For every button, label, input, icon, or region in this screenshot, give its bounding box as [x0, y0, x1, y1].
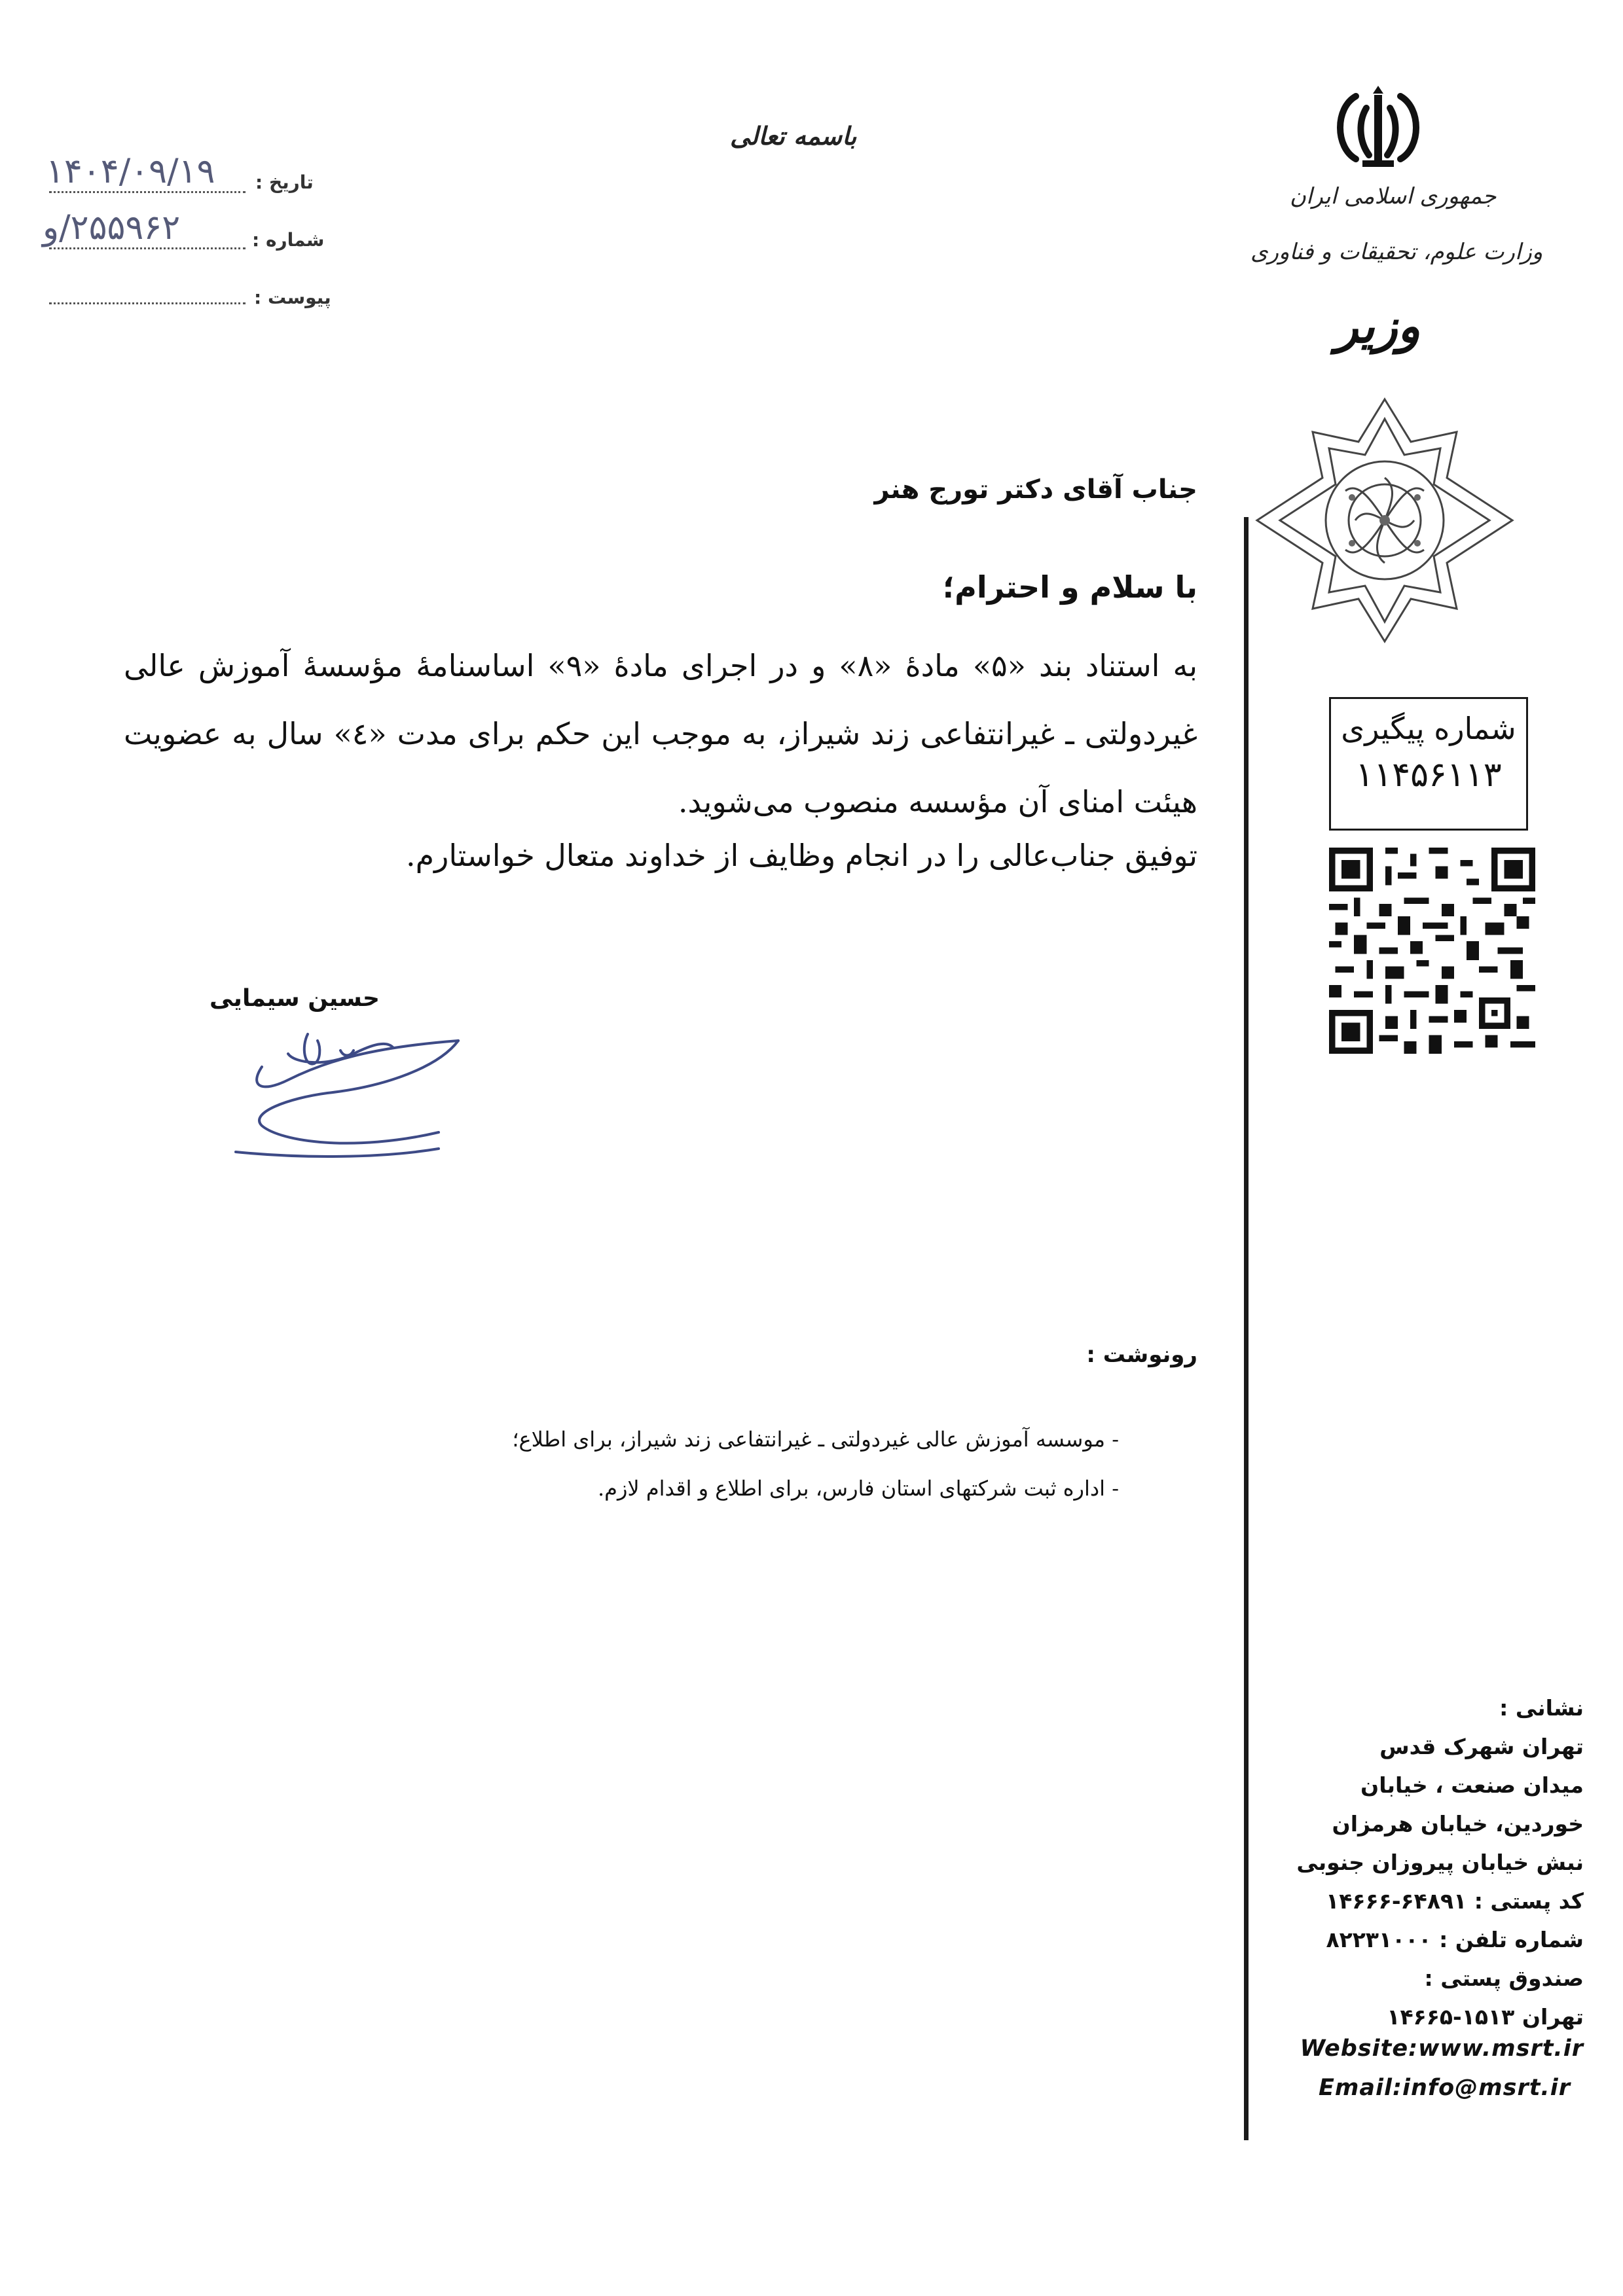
attachment-label: پیوست : [254, 287, 331, 308]
number-line [49, 247, 246, 249]
closing-line: توفیق جناب‌عالی را در انجام وظایف از خداوند متعال خواستارم. [406, 838, 1197, 873]
date-label: تاریخ : [255, 171, 314, 193]
cc-item: - موسسه آموزش عالی غیردولتی ـ غیرانتفاعی زند شیراز، برای اطلاع؛ [512, 1427, 1119, 1452]
address-line: نشانی : [1499, 1695, 1584, 1721]
date-line [49, 191, 246, 193]
minister-title: وزیر [1336, 298, 1421, 353]
tracking-box [1329, 697, 1528, 831]
address-line: نبش خیابان پیروزان جنوبی [1296, 1850, 1584, 1875]
letter-body: به استناد بند «۵» مادهٔ «۸» و در اجرای مادهٔ «۹» اساسنامهٔ مؤسسهٔ آموزش عالی غیردولتی ـ غیرانتفاعی زند شیراز، به موجب این حکم برای مدت «٤» سال به عضویت هیئت امنای آن مؤسسه منصوب می‌شوید. [124, 648, 1198, 819]
ornament-rosette-icon [1247, 393, 1522, 648]
address-line: تهران ۱۵۱۳-۱۴۶۶۵ [1387, 2004, 1584, 2030]
address-line: تهران شهرک قدس [1379, 1734, 1584, 1759]
motto: باسمه تعالی [730, 121, 857, 151]
address-line: کد پستی : ۶۴۸۹۱-۱۴۶۶۶ [1326, 1888, 1584, 1914]
tracking-number: ۱۱۴۵۶۱۱۳ [1355, 755, 1502, 795]
signer-name: حسین سیمایی [210, 985, 380, 1012]
cc-title: رونوشت : [1086, 1342, 1197, 1368]
address-line: صندوق پستی : [1424, 1965, 1584, 1991]
iran-emblem-icon [1326, 82, 1431, 173]
address-line: شماره تلفن : ۸۲۲۳۱۰۰۰ [1326, 1927, 1584, 1952]
attachment-line [49, 302, 246, 304]
address-line: خوردین، خیابان هرمزان [1332, 1811, 1584, 1837]
address-block [1243, 1689, 1584, 2036]
qr-code[interactable] [1329, 848, 1535, 1054]
ministry-line-2: وزارت علوم، تحقیقات و فناوری [1250, 239, 1543, 265]
ministry-line-1: جمهوری اسلامی ایران [1290, 183, 1497, 209]
recipient: جناب آقای دکتر تورج هنر [874, 475, 1197, 505]
website-link[interactable]: Website:www.msrt.ir [1300, 2036, 1584, 2062]
handwritten-signature [223, 995, 471, 1165]
email-link[interactable]: Email:info@msrt.ir [1318, 2075, 1571, 2101]
number-value: ۲۵۵۹۶۲/و [43, 208, 181, 247]
number-label: شماره : [252, 229, 325, 251]
salutation: با سلام و احترام؛ [942, 569, 1197, 605]
cc-item: - اداره ثبت شرکتهای استان فارس، برای اطلاع و اقدام لازم. [597, 1476, 1119, 1501]
address-line: میدان صنعت ، خیابان [1360, 1772, 1584, 1798]
date-value: ۱۴۰۴/۰۹/۱۹ [46, 152, 215, 191]
tracking-label: شماره پیگیری [1341, 711, 1516, 746]
